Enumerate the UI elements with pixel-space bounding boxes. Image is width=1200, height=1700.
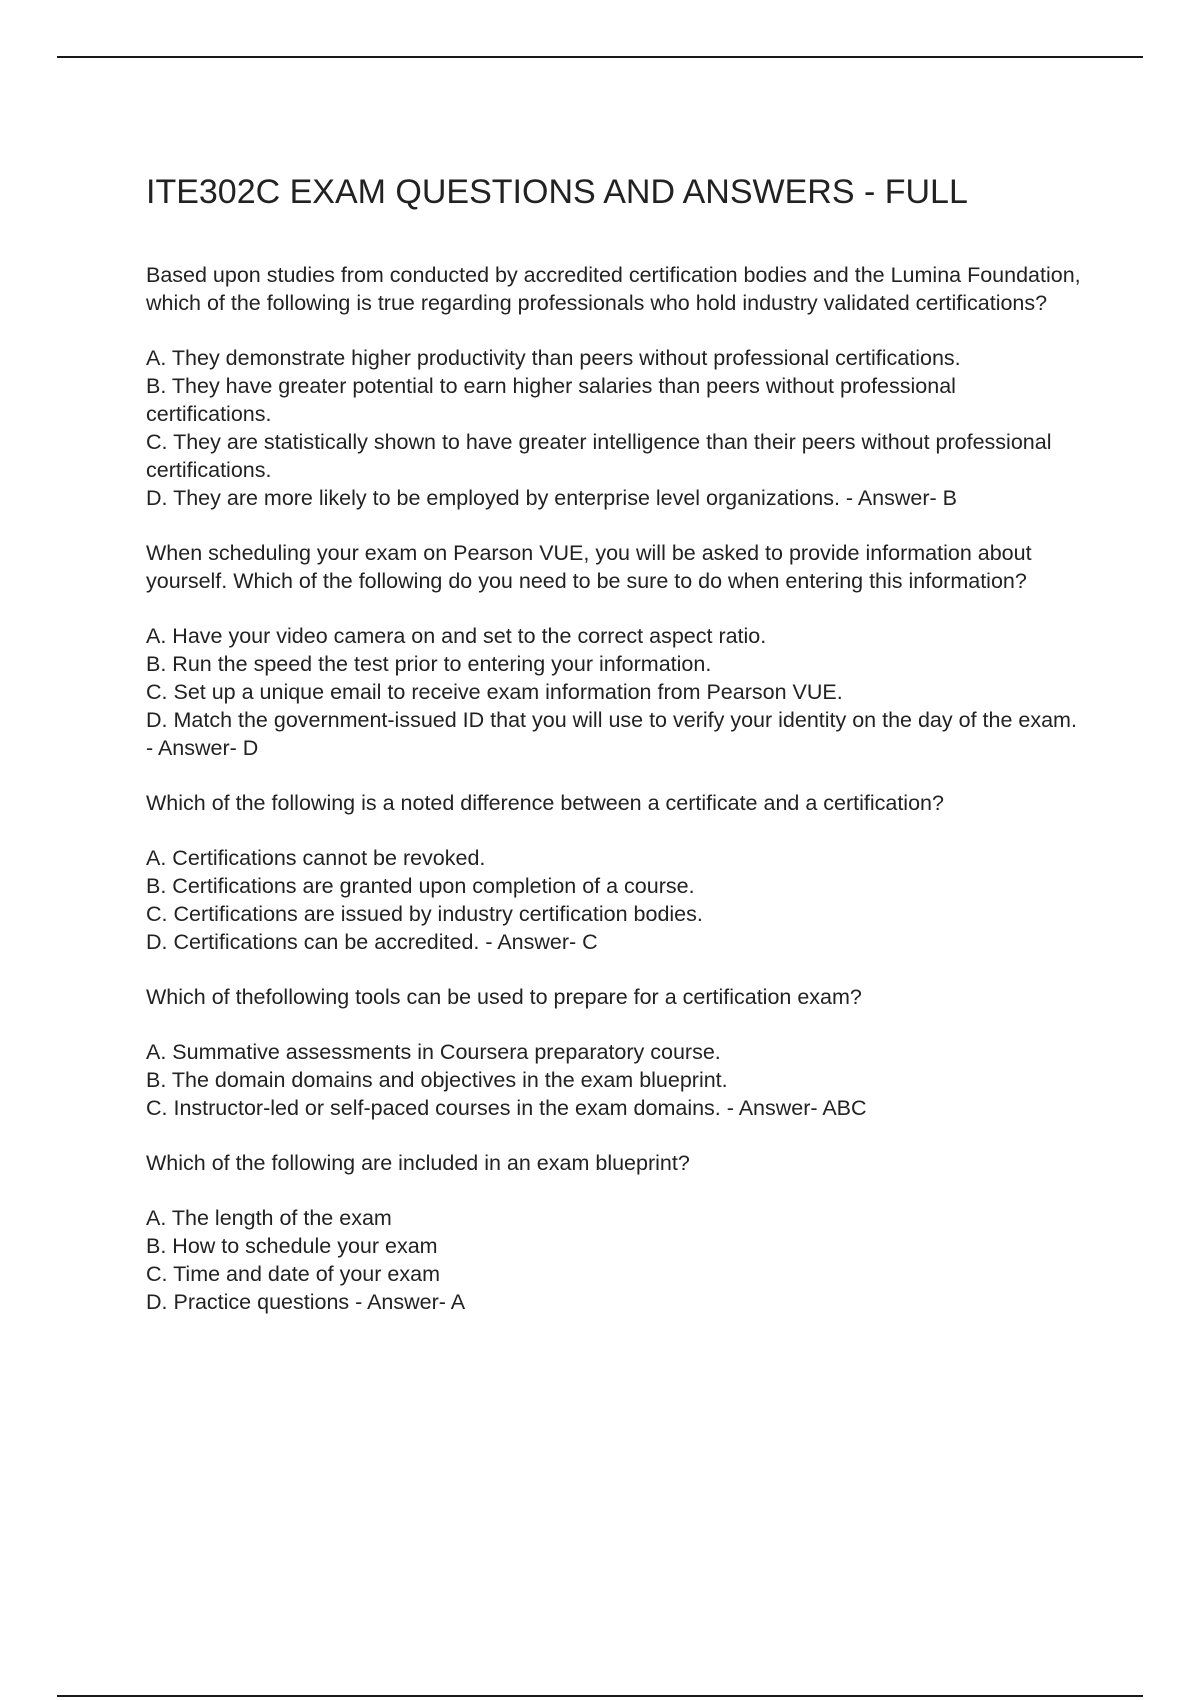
document-title: ITE302C EXAM QUESTIONS AND ANSWERS - FULL bbox=[146, 173, 968, 211]
option-d: D. Match the government-issued ID that you will use to verify your identity on the day of the exam. - Answer- D bbox=[146, 707, 1077, 760]
option-a: A. Certifications cannot be revoked. bbox=[146, 845, 486, 870]
question-text: When scheduling your exam on Pearson VUE, you will be asked to provide information about yourself. Which of the following do you need to be sure to do when entering this information? bbox=[146, 540, 1032, 593]
option-d: D. Practice questions - Answer- A bbox=[146, 1289, 466, 1314]
question-block-2 bbox=[146, 539, 1086, 762]
question-block-3 bbox=[146, 789, 1086, 956]
option-b: B. Run the speed the test prior to entering your information. bbox=[146, 651, 712, 676]
answer-options bbox=[146, 1038, 1086, 1122]
option-c: C. They are statistically shown to have greater intelligence than their peers without professional certifications. bbox=[146, 429, 1052, 482]
document-body bbox=[146, 172, 1086, 1343]
question-text: Based upon studies from conducted by accredited certification bodies and the Lumina Foundation, which of the following is true regarding professionals who hold industry validated certifications? bbox=[146, 262, 1081, 315]
option-c: C. Time and date of your exam bbox=[146, 1261, 440, 1286]
question-text: Which of the following are included in an exam blueprint? bbox=[146, 1150, 690, 1175]
answer-options bbox=[146, 844, 1086, 956]
option-a: A. Summative assessments in Coursera preparatory course. bbox=[146, 1039, 721, 1064]
option-a: A. Have your video camera on and set to the correct aspect ratio. bbox=[146, 623, 767, 648]
option-b: B. Certifications are granted upon completion of a course. bbox=[146, 873, 695, 898]
option-b: B. The domain domains and objectives in the exam blueprint. bbox=[146, 1067, 728, 1092]
option-c: C. Certifications are issued by industry certification bodies. bbox=[146, 901, 703, 926]
option-b: B. How to schedule your exam bbox=[146, 1233, 438, 1258]
answer-options bbox=[146, 1204, 1086, 1316]
option-b: B. They have greater potential to earn higher salaries than peers without professional certifications. bbox=[146, 373, 956, 426]
option-a: A. The length of the exam bbox=[146, 1205, 392, 1230]
option-d: D. They are more likely to be employed by enterprise level organizations. - Answer- B bbox=[146, 485, 958, 510]
top-rule bbox=[57, 56, 1143, 58]
question-text: Which of the following is a noted difference between a certificate and a certification? bbox=[146, 790, 944, 815]
question-block-5 bbox=[146, 1149, 1086, 1316]
question-block-4 bbox=[146, 983, 1086, 1122]
option-c: C. Set up a unique email to receive exam information from Pearson VUE. bbox=[146, 679, 843, 704]
bottom-rule bbox=[57, 1695, 1143, 1697]
question-block-1 bbox=[146, 261, 1086, 512]
answer-options bbox=[146, 622, 1086, 762]
option-a: A. They demonstrate higher productivity than peers without professional certifications. bbox=[146, 345, 961, 370]
answer-options bbox=[146, 344, 1086, 512]
question-text: Which of thefollowing tools can be used to prepare for a certification exam? bbox=[146, 984, 862, 1009]
option-c: C. Instructor-led or self-paced courses in the exam domains. - Answer- ABC bbox=[146, 1095, 867, 1120]
option-d: D. Certifications can be accredited. - Answer- C bbox=[146, 929, 598, 954]
